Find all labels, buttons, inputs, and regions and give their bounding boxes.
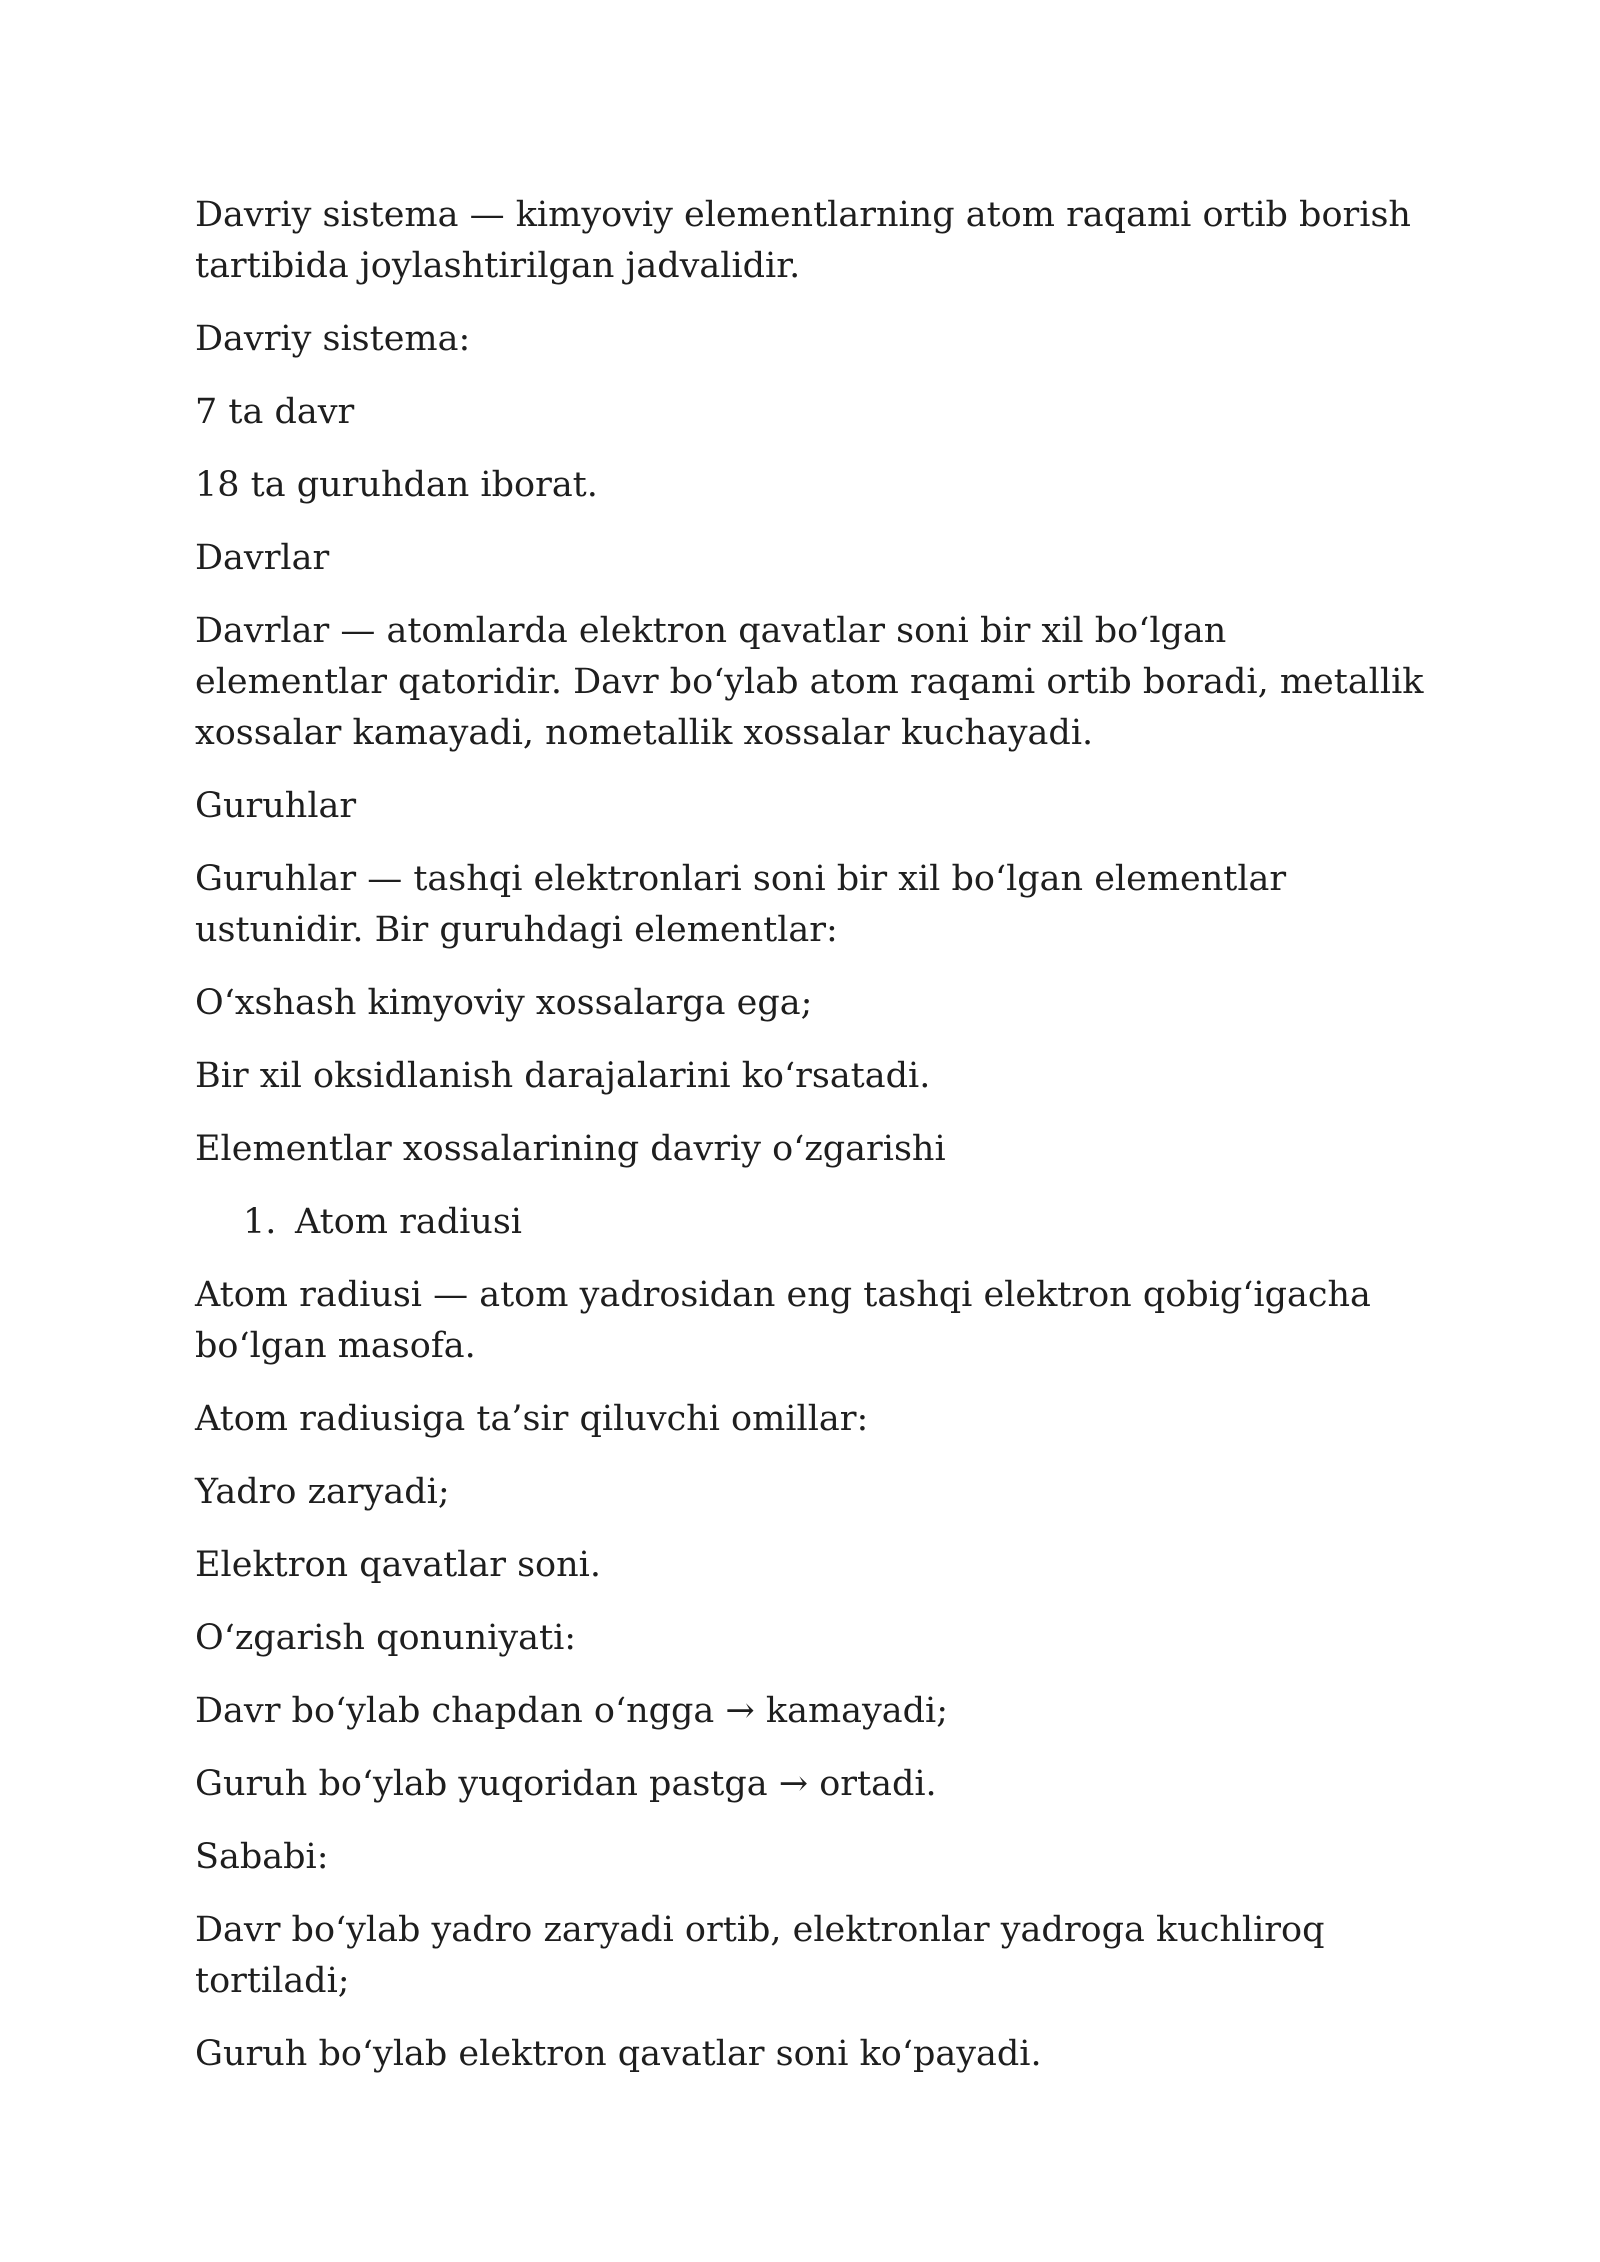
document-page [195, 190, 1425, 2102]
paragraph-electron-shells: Elektron qavatlar soni. [195, 1545, 601, 1585]
list-item-text: Atom radiusi [295, 1202, 523, 1242]
paragraph-oxidation-states: Bir xil oksidlanish darajalarini ko‘rsatadi. [195, 1056, 931, 1096]
list-item-number: 1. [243, 1202, 277, 1242]
paragraph-similar-properties: O‘xshash kimyoviy xossalarga ega; [195, 983, 813, 1023]
paragraph-periods-definition: Davrlar — atomlarda elektron qavatlar soni bir xil bo‘lgan elementlar qatoridir. Davr bo‘ylab atom raqami ortib boradi, metallik xossalar kamayadi, nometallik xossalar kuchayadi. [195, 611, 1424, 753]
paragraph-system-heading: Davriy sistema: [195, 319, 471, 359]
paragraph-factors-heading: Atom radiusiga ta’sir qiluvchi omillar: [195, 1399, 869, 1439]
paragraph-reason-heading: Sababi: [195, 1837, 329, 1877]
paragraph-atom-radius-definition: Atom radiusi — atom yadrosidan eng tashqi elektron qobig‘igacha bo‘lgan masofa. [195, 1275, 1371, 1366]
paragraph-change-pattern-heading: O‘zgarish qonuniyati: [195, 1618, 577, 1658]
heading-periodic-change: Elementlar xossalarining davriy o‘zgarishi [195, 1129, 946, 1169]
list-item [195, 1197, 1425, 1248]
paragraph-definition: Davriy sistema — kimyoviy elementlarning atom raqami ortib borish tartibida joylashtirilgan jadvalidir. [195, 195, 1411, 286]
paragraph-nuclear-charge: Yadro zaryadi; [195, 1472, 450, 1512]
paragraph-group-trend: Guruh bo‘ylab yuqoridan pastga → ortadi. [195, 1764, 937, 1804]
paragraph-reason-group: Guruh bo‘ylab elektron qavatlar soni ko‘payadi. [195, 2034, 1042, 2074]
paragraph-periods-count: 7 ta davr [195, 392, 355, 432]
paragraph-period-trend: Davr bo‘ylab chapdan o‘ngga → kamayadi; [195, 1691, 949, 1731]
heading-groups: Guruhlar [195, 786, 357, 826]
heading-periods: Davrlar [195, 538, 330, 578]
paragraph-groups-definition: Guruhlar — tashqi elektronlari soni bir xil bo‘lgan elementlar ustunidir. Bir guruhdagi elementlar: [195, 859, 1287, 950]
paragraph-reason-period: Davr bo‘ylab yadro zaryadi ortib, elektronlar yadroga kuchliroq tortiladi; [195, 1910, 1325, 2001]
paragraph-groups-count: 18 ta guruhdan iborat. [195, 465, 598, 505]
